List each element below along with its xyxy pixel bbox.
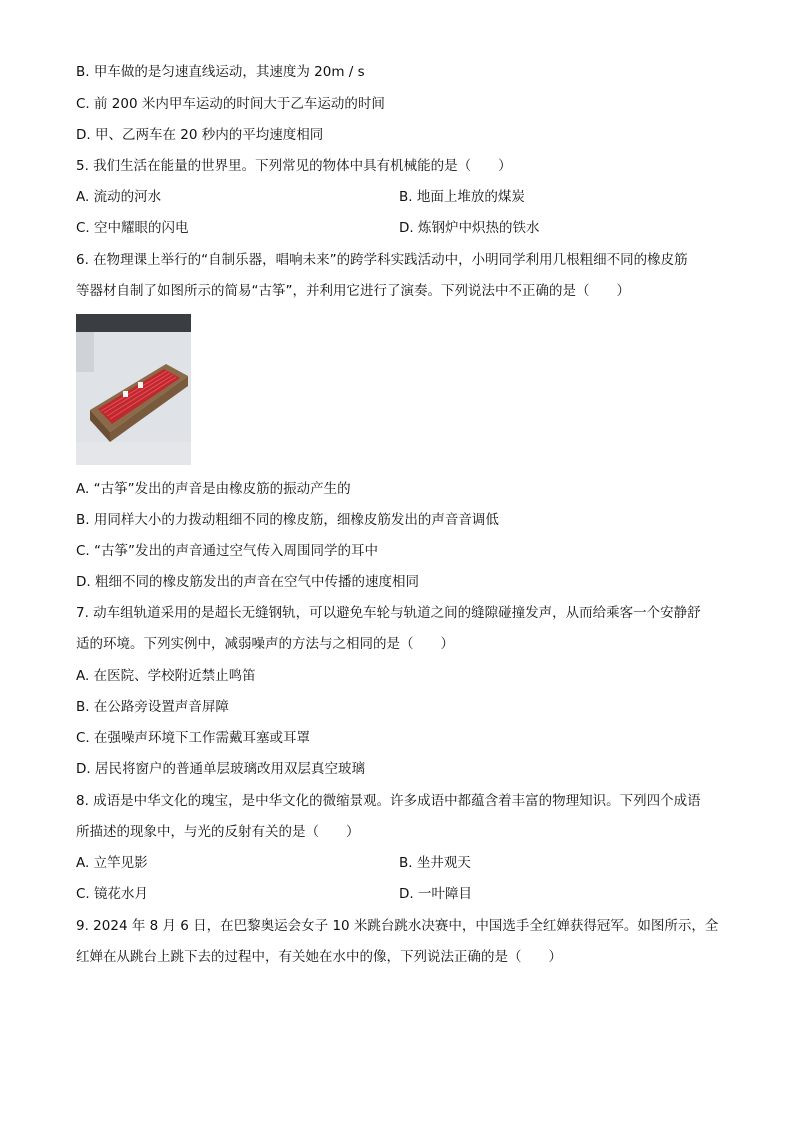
q5-stem: 5. 我们生活在能量的世界里。下列常见的物体中具有机械能的是（ ） <box>76 158 512 174</box>
q8-option-d: D. 一叶障目 <box>399 886 472 902</box>
q8-option-c: C. 镜花水月 <box>76 886 149 902</box>
q6-option-d: D. 粗细不同的橡皮筋发出的声音在空气中传播的速度相同 <box>76 574 419 590</box>
q8-stem-line1: 8. 成语是中华文化的瑰宝，是中华文化的微缩景观。许多成语中都蕴含着丰富的物理知识。下列四个成语 <box>76 793 701 809</box>
rubber-band-guzheng-photo <box>76 314 191 465</box>
q8-option-a: A. 立竿见影 <box>76 855 148 871</box>
q9-stem-line2: 红婵在从跳台上跳下去的过程中，有关她在水中的像，下列说法正确的是（ ） <box>76 949 562 965</box>
q6-option-b: B. 用同样大小的力拨动粗细不同的橡皮筋，细橡皮筋发出的声音音调低 <box>76 512 499 528</box>
q8-stem-line2: 所描述的现象中，与光的反射有关的是（ ） <box>76 824 360 840</box>
q6-option-a: A. “古筝”发出的声音是由橡皮筋的振动产生的 <box>76 481 351 497</box>
q5-option-c: C. 空中耀眼的闪电 <box>76 220 189 236</box>
q4-option-c: C. 前 200 米内甲车运动的时间大于乙车运动的时间 <box>76 96 385 112</box>
q4-option-d: D. 甲、乙两车在 20 秒内的平均速度相同 <box>76 127 324 143</box>
q9-stem-line1: 9. 2024 年 8 月 6 日，在巴黎奥运会女子 10 米跳台跳水决赛中，中国选手全红婵获得冠军。如图所示，全 <box>76 918 719 934</box>
q7-option-b: B. 在公路旁设置声音屏障 <box>76 699 229 715</box>
q5-option-b: B. 地面上堆放的煤炭 <box>399 189 525 205</box>
q7-option-a: A. 在医院、学校附近禁止鸣笛 <box>76 668 256 684</box>
q8-option-b: B. 坐井观天 <box>399 855 471 871</box>
q6-stem-line1: 6. 在物理课上举行的“自制乐器，唱响未来”的跨学科实践活动中，小明同学利用几根粗细不同的橡皮筋 <box>76 252 688 268</box>
q6-stem-line2: 等器材自制了如图所示的简易“古筝”，并利用它进行了演奏。下列说法中不正确的是（ ） <box>76 283 630 299</box>
q7-option-d: D. 居民将窗户的普通单层玻璃改用双层真空玻璃 <box>76 761 365 777</box>
q6-option-c: C. “古筝”发出的声音通过空气传入周围同学的耳中 <box>76 543 378 559</box>
q7-option-c: C. 在强噪声环境下工作需戴耳塞或耳罩 <box>76 730 311 746</box>
q7-stem-line1: 7. 动车组轨道采用的是超长无缝钢轨，可以避免车轮与轨道之间的缝隙碰撞发声，从而给乘客一个安静舒 <box>76 605 701 621</box>
q5-option-a: A. 流动的河水 <box>76 189 162 205</box>
q7-stem-line2: 适的环境。下列实例中，减弱噪声的方法与之相同的是（ ） <box>76 636 454 652</box>
q5-option-d: D. 炼钢炉中炽热的铁水 <box>399 220 540 236</box>
q4-option-b: B. 甲车做的是匀速直线运动，其速度为 20m / s <box>76 64 365 80</box>
